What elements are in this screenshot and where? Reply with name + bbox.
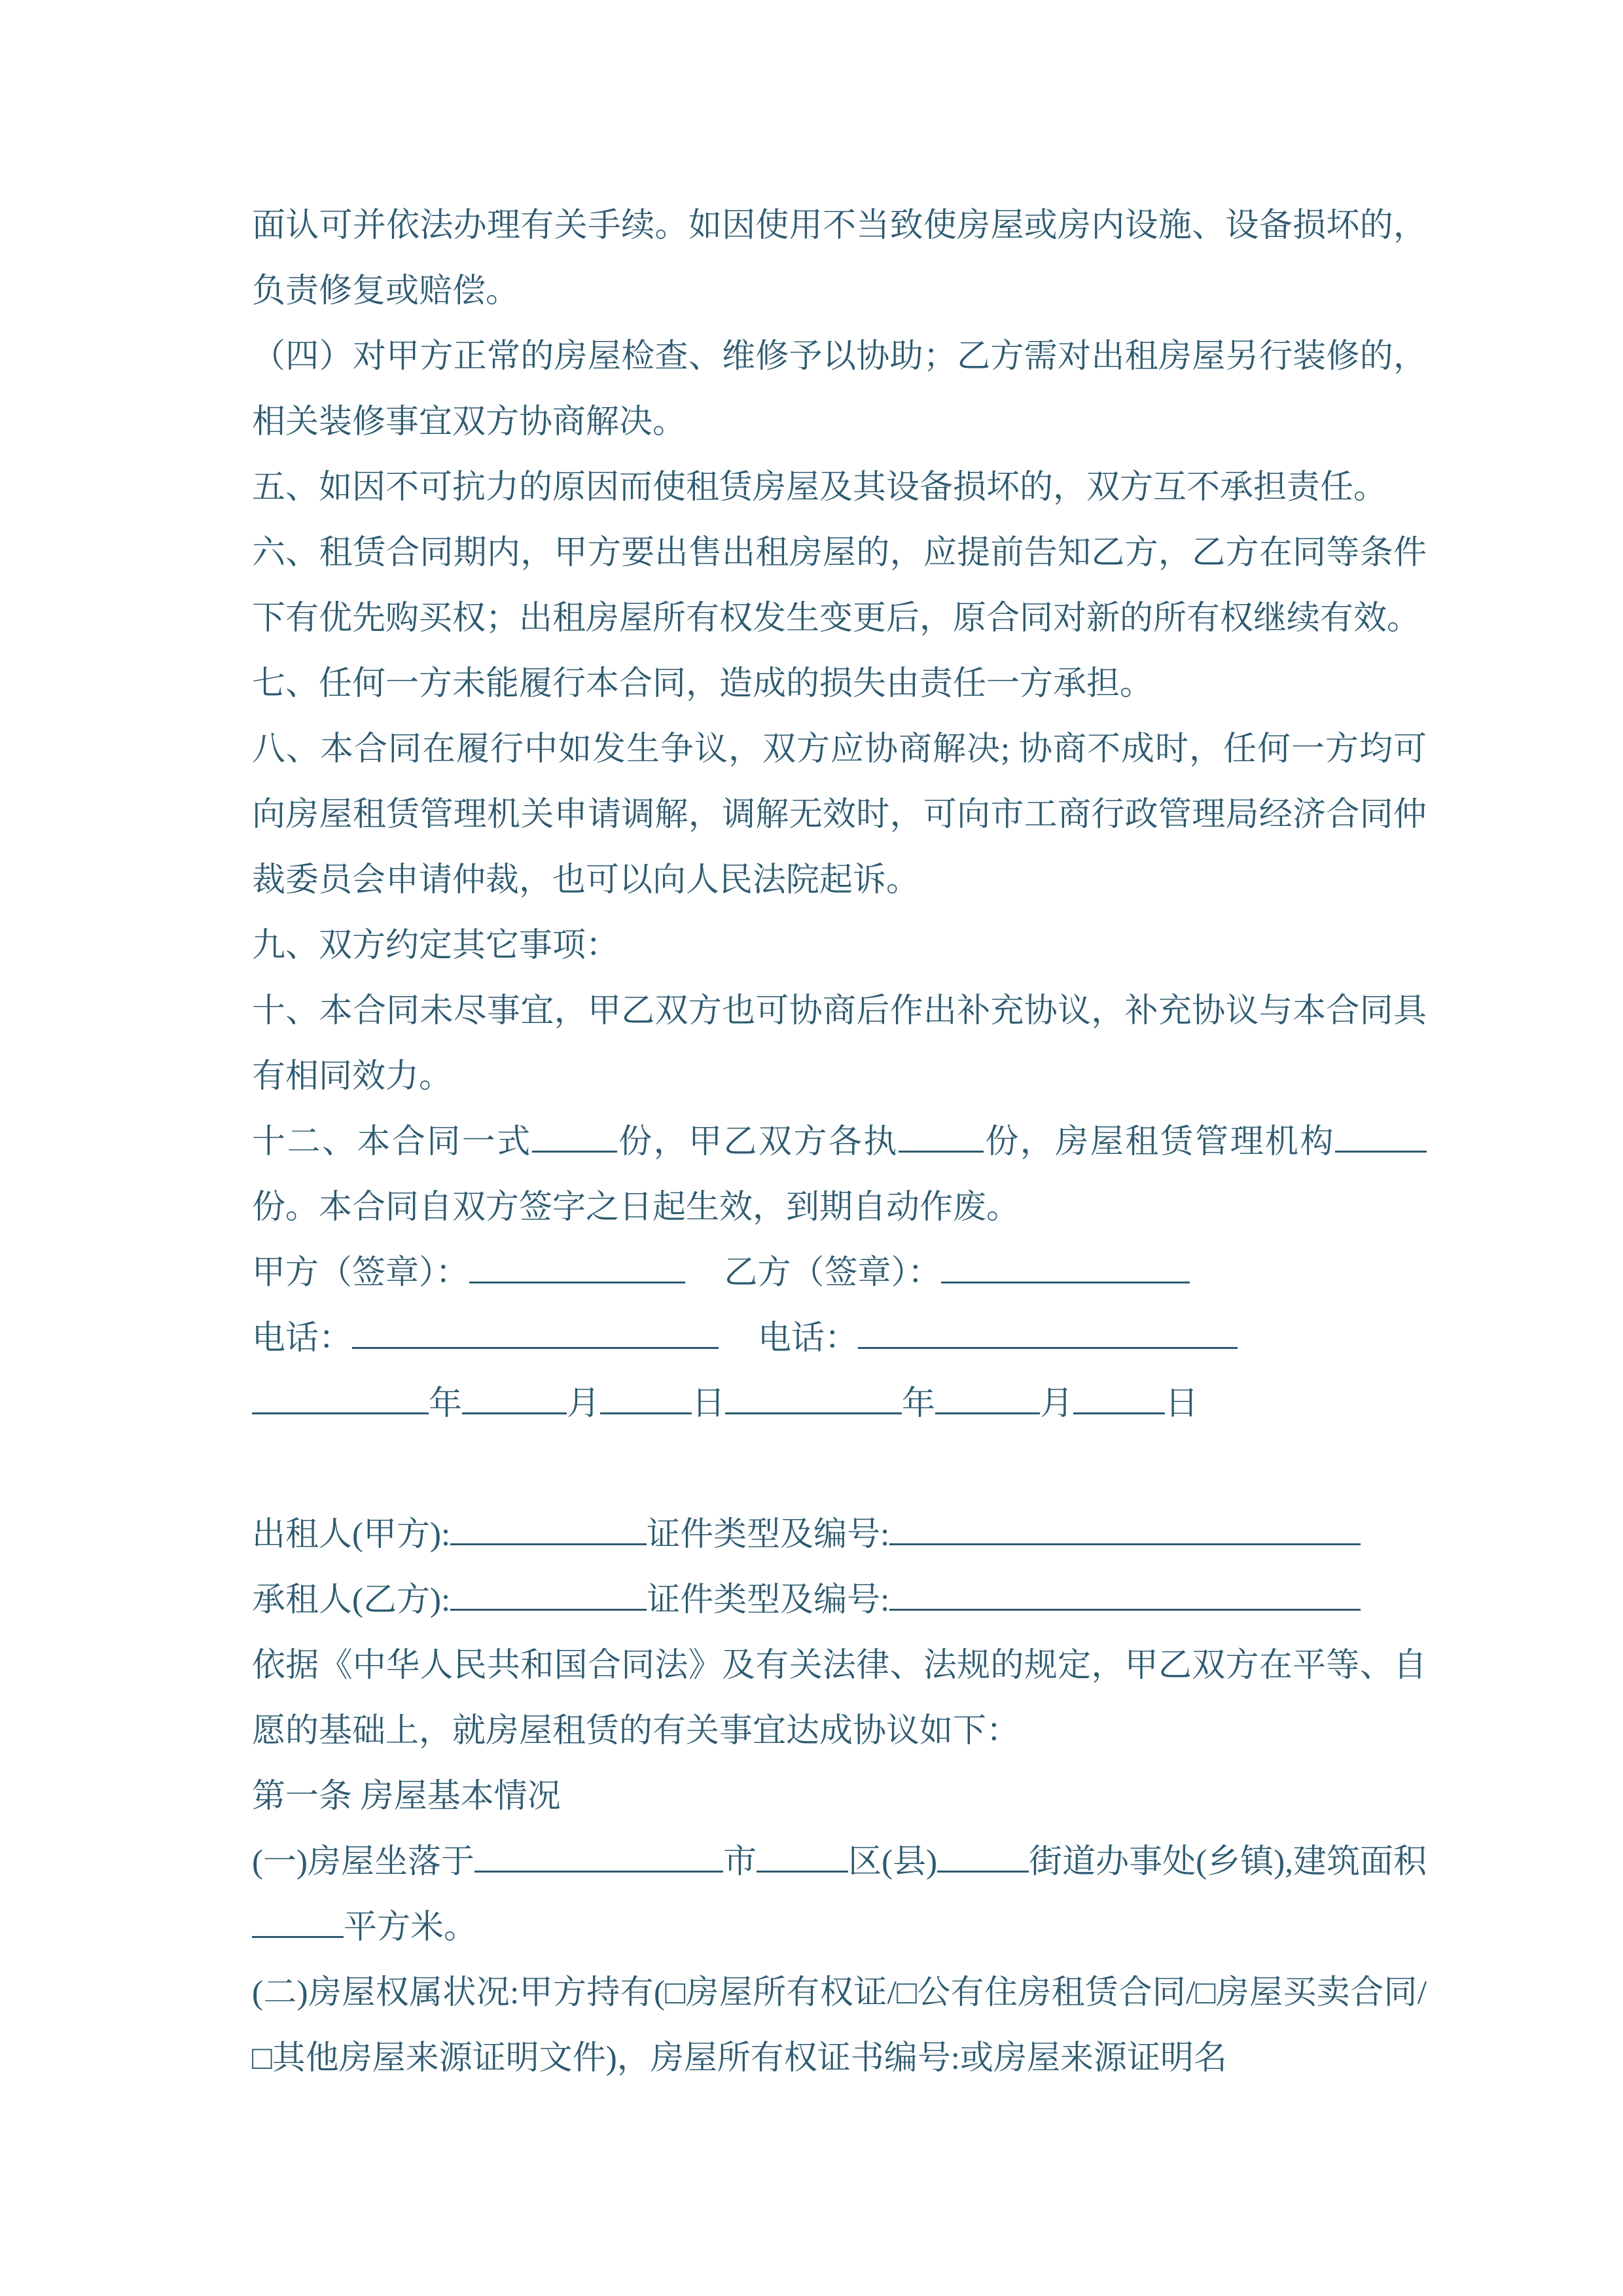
fill-in-blank [899,1151,984,1153]
article-1-item-1 [252,1829,1427,1960]
text-run: 区(县) [848,1844,938,1880]
text-run: 电话： [758,1320,859,1357]
clause-4 [252,324,1427,455]
clause-5 [252,455,1427,520]
clause-6 [252,520,1427,651]
article-1-title [252,1764,1427,1829]
text-run: 市 [723,1844,757,1880]
text-run: 出租人(甲方): [252,1516,451,1553]
preamble [252,1633,1427,1764]
text-run: 七、任何一方未能履行本合同，造成的损失由责任一方承担。 [252,666,1154,702]
clause-12 [252,1109,1427,1240]
contract-body [252,193,1427,2091]
text-run: 月 [1040,1386,1074,1422]
text-run: 十二、本合同一式 [252,1124,532,1160]
clause-9 [252,913,1427,978]
text-run: 证件类型及编号: [647,1582,890,1619]
fill-in-blank [757,1871,848,1873]
text-run: （四）对甲方正常的房屋检查、维修予以协助；乙方需对出租房屋另行装修的，相关装修事宜双方协商解决。 [252,338,1427,440]
text-run: 街道办事处(乡镇),建筑面积 [1029,1844,1427,1880]
fill-in-blank [889,1609,1361,1611]
fill-in-blank [469,1282,685,1283]
text-run: 份，甲乙双方各执 [616,1124,899,1160]
text-run: 五、如因不可抗力的原因而使租赁房屋及其设备损坏的，双方互不承担责任。 [252,469,1387,506]
fill-in-blank [1073,1412,1165,1414]
fill-in-blank [1335,1151,1427,1153]
text-run: 份，房屋租赁管理机构 [983,1124,1335,1160]
fill-in-blank [600,1412,692,1414]
fill-in-blank [941,1282,1190,1283]
text-run: 平方米。 [344,1909,478,1946]
fill-in-blank [352,1347,719,1349]
fill-in-blank [252,1936,344,1938]
phone-line [252,1306,1427,1371]
text-run: 承租人(乙方): [252,1582,451,1619]
fill-in-blank [725,1412,902,1414]
fill-in-blank [937,1871,1029,1873]
clause-8 [252,717,1427,913]
text-run: 证件类型及编号: [647,1516,890,1553]
fill-in-blank [858,1347,1238,1349]
text-run: 乙方（签章）： [724,1255,942,1291]
text-run: 日 [692,1386,726,1422]
fill-in-blank [935,1412,1040,1414]
text-run: 份。本合同自双方签字之日起生效，到期自动作废。 [252,1189,1020,1226]
clause-7 [252,651,1427,717]
clause-10 [252,978,1427,1109]
text-run: 年 [902,1386,936,1422]
text-run: (二)房屋权属状况:甲方持有(□房屋所有权证/□公有住房租赁合同/□房屋买卖合同/□其他房屋来源证明文件)，房屋所有权证书编号:或房屋来源证明名 [252,1975,1427,2077]
date-line [252,1371,1427,1437]
text-run: 年 [429,1386,463,1422]
article-1-item-2 [252,1960,1427,2091]
fill-in-blank [450,1543,647,1545]
text-run: 依据《中华人民共和国合同法》及有关法律、法规的规定，甲乙双方在平等、自愿的基础上，就房屋租赁的有关事宜达成协议如下： [252,1647,1427,1749]
text-run: 八、本合同在履行中如发生争议，双方应协商解决; 协商不成时，任何一方均可向房屋租赁管理机关申请调解，调解无效时，可向市工商行政管理局经济合同仲裁委员会申请仲裁，也可以向人民法院起诉。 [252,731,1427,899]
text-run: 月 [567,1386,601,1422]
fill-in-blank [532,1151,617,1153]
fill-in-blank [450,1609,647,1611]
text-run: 六、租赁合同期内，甲方要出售出租房屋的，应提前告知乙方，乙方在同等条件下有优先购买权；出租房屋所有权发生变更后，原合同对新的所有权继续有效。 [252,535,1427,637]
fill-in-blank [462,1412,567,1414]
fill-in-blank [474,1871,723,1873]
text-run: 甲方（签章）： [252,1255,469,1291]
fill-in-blank [889,1543,1361,1545]
clause-continuation [252,193,1427,324]
text-run: 面认可并依法办理有关手续。如因使用不当致使房屋或房内设施、设备损坏的，负责修复或赔偿。 [252,207,1427,310]
text-run: 日 [1165,1386,1199,1422]
text-run: 第一条 房屋基本情况 [252,1778,561,1815]
signature-line [252,1240,1427,1306]
text-run: 九、双方约定其它事项： [252,927,620,964]
fill-in-blank [252,1412,429,1414]
text-run: 十、本合同未尽事宜，甲乙双方也可协商后作出补充协议，补充协议与本合同具有相同效力。 [252,993,1427,1095]
lessor-line [252,1502,1427,1568]
text-run: 电话： [252,1320,353,1357]
lessee-line [252,1568,1427,1633]
text-run: (一)房屋坐落于 [252,1844,475,1880]
